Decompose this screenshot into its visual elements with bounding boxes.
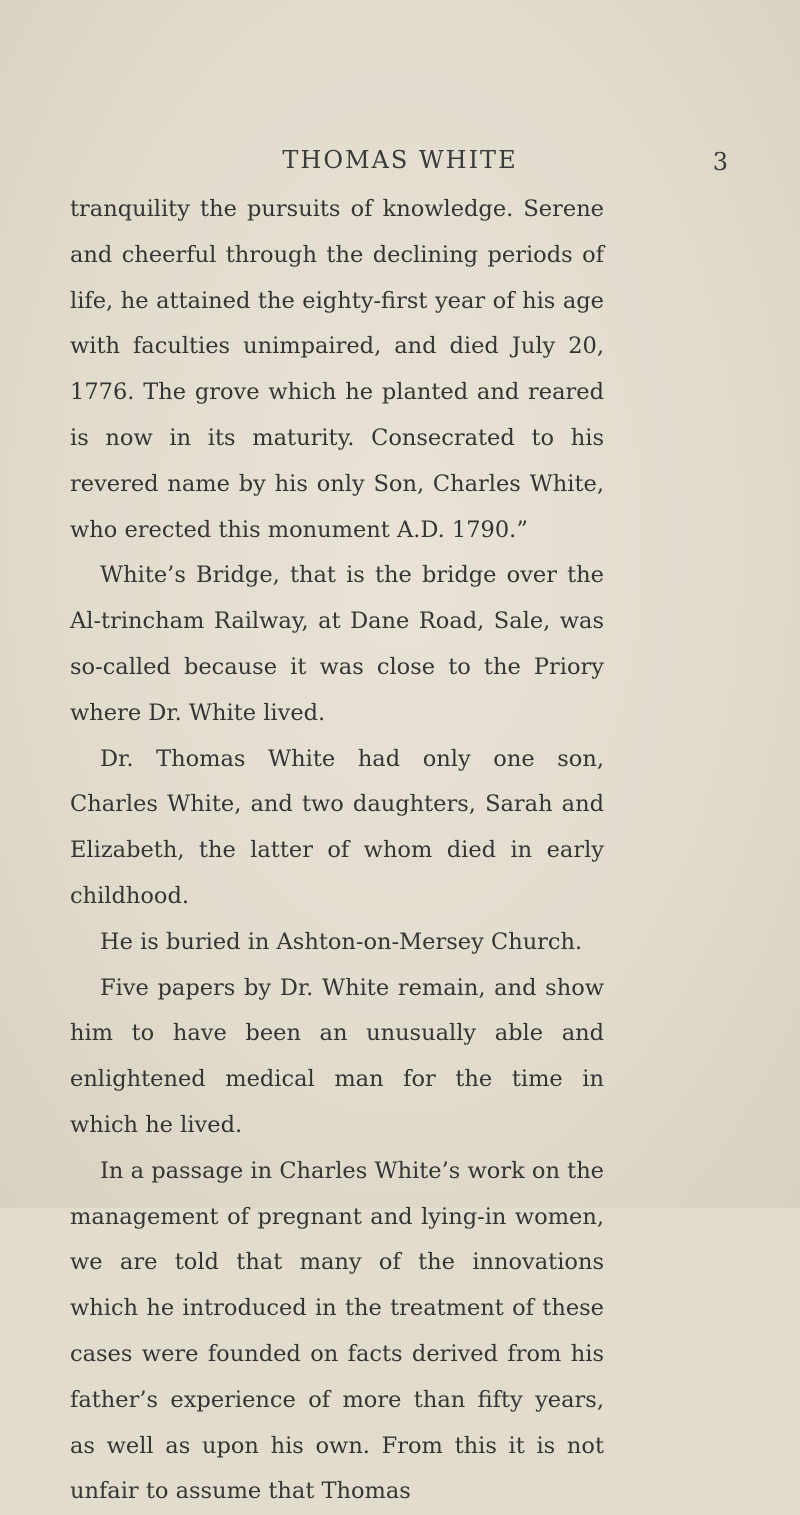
paragraph-whites-bridge: White’s Bridge, that is the bridge over the Al-trincham Railway, at Dane Road, Sale, was so-called because it was close to the Priory where Dr. White lived. — [70, 562, 604, 726]
paragraph-burial: He is buried in Ashton-on-Mersey Church. — [100, 928, 583, 955]
page-number: 3 — [712, 148, 728, 176]
paragraph-charles-work: In a passage in Charles White’s work on the management of pregnant and lying-in women, we are told that many of the innovations which he introduced in the treatment of these cases were founded on facts derived from his father’s experience of more than fifty years, as well as upon his own. From this it is not unfair to assume that Thomas — [70, 1157, 604, 1505]
paragraph-epitaph-continuation: tranquility the pursuits of knowledge. Serene and cheerful through the declining periods of life, he attained the eighty-first year of his age with faculties unimpaired, and died July 20, 1776. The grove which he planted and reared is now in its maturity. Consecrated to his revered name by his only Son, Charles White, who erected this monument A.D. 1790.” — [70, 196, 604, 543]
paragraph-papers: Five papers by Dr. White remain, and show him to have been an unusually able and enlightened medical man for the time in which he lived. — [70, 974, 604, 1138]
paragraph-children: Dr. Thomas White had only one son, Charles White, and two daughters, Sarah and Elizabeth, the latter of whom died in early childhood. — [70, 745, 604, 909]
running-head — [70, 146, 730, 186]
body-text — [70, 187, 604, 1515]
running-title: THOMAS WHITE — [282, 146, 518, 174]
